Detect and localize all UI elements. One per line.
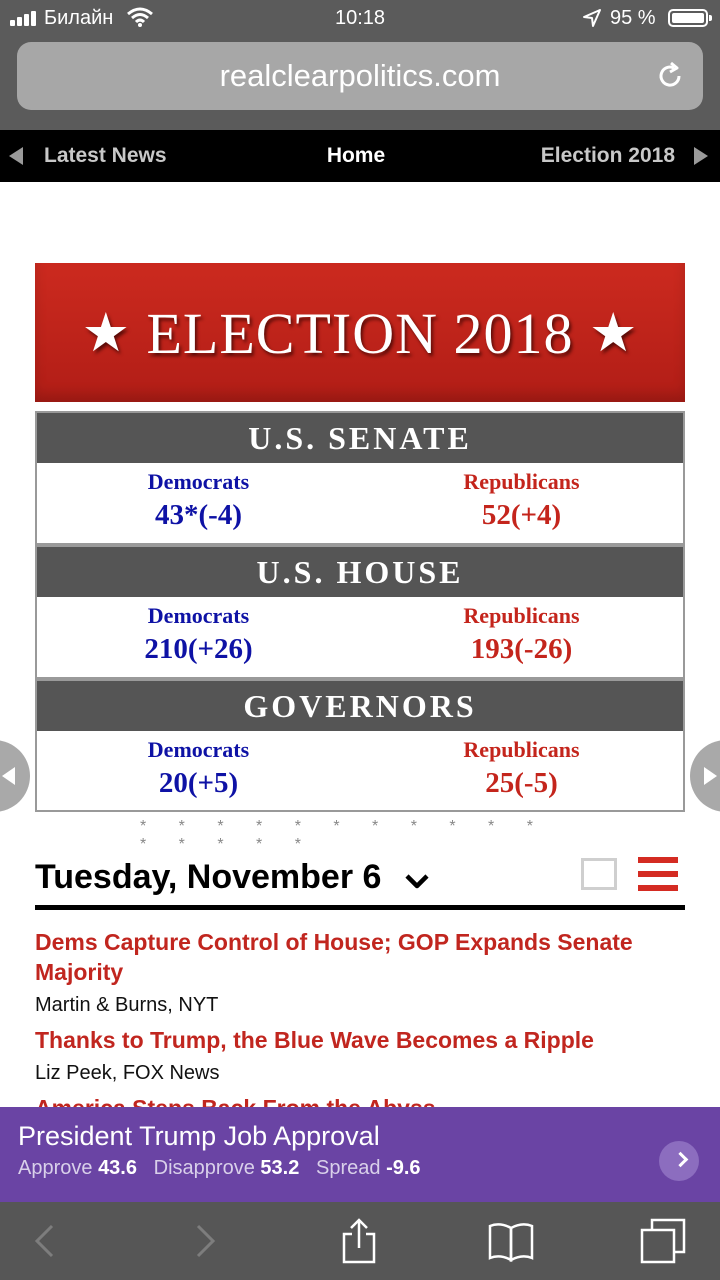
share-icon[interactable]	[334, 1216, 384, 1266]
article-item	[35, 1025, 685, 1087]
approval-open-button[interactable]	[659, 1141, 699, 1181]
nav-home[interactable]: Home	[326, 144, 386, 167]
article-byline: Martin & Burns, NYT	[35, 994, 219, 1016]
senate-democrats	[37, 463, 360, 532]
back-icon[interactable]	[20, 1216, 70, 1266]
house-republicans	[360, 597, 683, 666]
section-nav	[0, 130, 720, 182]
house-results	[37, 597, 683, 677]
spread-value: -9.6	[386, 1157, 421, 1179]
header-rule	[35, 905, 685, 910]
browser-address-area	[0, 40, 720, 130]
seat-count: 43*(-4)	[155, 499, 242, 531]
url-text: realclearpolitics.com	[219, 58, 501, 93]
status-bar	[0, 0, 720, 40]
approval-title: President Trump Job Approval	[18, 1121, 380, 1151]
election-banner[interactable]	[35, 263, 685, 402]
star-icon: ★	[81, 303, 131, 363]
forward-icon[interactable]	[180, 1216, 230, 1266]
reload-icon[interactable]	[655, 61, 685, 91]
carousel-next-button[interactable]	[690, 740, 720, 812]
party-label: Democrats	[147, 737, 250, 762]
governors-democrats	[37, 731, 360, 800]
article-byline: Liz Peek, FOX News	[35, 1062, 220, 1084]
spread-label: Spread	[316, 1157, 381, 1179]
nav-next-icon[interactable]	[694, 147, 708, 165]
seat-count: 20(+5)	[158, 767, 239, 799]
governors-republicans	[360, 731, 683, 800]
battery-percent: 95 %	[610, 7, 656, 29]
address-bar[interactable]	[17, 42, 703, 110]
party-label: Republicans	[463, 737, 580, 762]
approval-banner[interactable]	[0, 1107, 720, 1202]
bookmarks-icon[interactable]	[486, 1216, 536, 1266]
house-democrats	[37, 597, 360, 666]
banner-title-row	[35, 300, 685, 367]
chevron-right-icon	[673, 1152, 689, 1168]
election-results[interactable]	[35, 411, 685, 812]
chevron-right-icon	[704, 767, 717, 785]
status-time: 10:18	[334, 7, 386, 29]
party-label: Republicans	[463, 469, 580, 494]
party-label: Democrats	[147, 469, 250, 494]
disapprove-label: Disapprove	[153, 1157, 255, 1179]
browser-toolbar	[0, 1202, 720, 1280]
chevron-left-icon	[2, 767, 15, 785]
location-icon	[582, 8, 602, 28]
nav-latest-news[interactable]: Latest News	[44, 144, 167, 167]
battery-icon	[668, 9, 708, 27]
grid-view-icon[interactable]	[581, 858, 617, 890]
article-item	[35, 927, 685, 1019]
star-icon: ★	[589, 303, 639, 363]
approve-label: Approve	[18, 1157, 93, 1179]
separator-dots: * * * * * * * * * * * * * * * *	[140, 818, 547, 853]
party-label: Democrats	[147, 603, 250, 628]
feed-date[interactable]: Tuesday, November 6	[35, 858, 382, 896]
banner-title: ELECTION 2018	[146, 301, 574, 366]
chevron-down-icon[interactable]	[404, 872, 430, 890]
party-label: Republicans	[463, 603, 580, 628]
nav-election-2018[interactable]: Election 2018	[540, 144, 675, 167]
seat-count: 25(-5)	[485, 767, 558, 799]
approve-value: 43.6	[98, 1157, 137, 1179]
tabs-icon[interactable]	[638, 1216, 688, 1266]
governors-results	[37, 731, 683, 811]
house-header: U.S. HOUSE	[37, 547, 683, 597]
senate-results	[37, 463, 683, 543]
article-headline[interactable]: Dems Capture Control of House; GOP Expands Senate Majority	[35, 929, 633, 985]
governors-header: GOVERNORS	[37, 681, 683, 731]
disapprove-value: 53.2	[260, 1157, 300, 1179]
senate-republicans	[360, 463, 683, 532]
seat-count: 210(+26)	[144, 633, 253, 665]
approval-stats	[18, 1157, 421, 1180]
senate-header: U.S. SENATE	[37, 413, 683, 463]
carousel-prev-button[interactable]	[0, 740, 30, 812]
seat-count: 52(+4)	[481, 499, 562, 531]
carrier-name: Билайн	[44, 7, 114, 29]
seat-count: 193(-26)	[470, 633, 573, 665]
list-view-icon[interactable]	[638, 857, 678, 891]
article-headline[interactable]: Thanks to Trump, the Blue Wave Becomes a Ripple	[35, 1027, 594, 1053]
